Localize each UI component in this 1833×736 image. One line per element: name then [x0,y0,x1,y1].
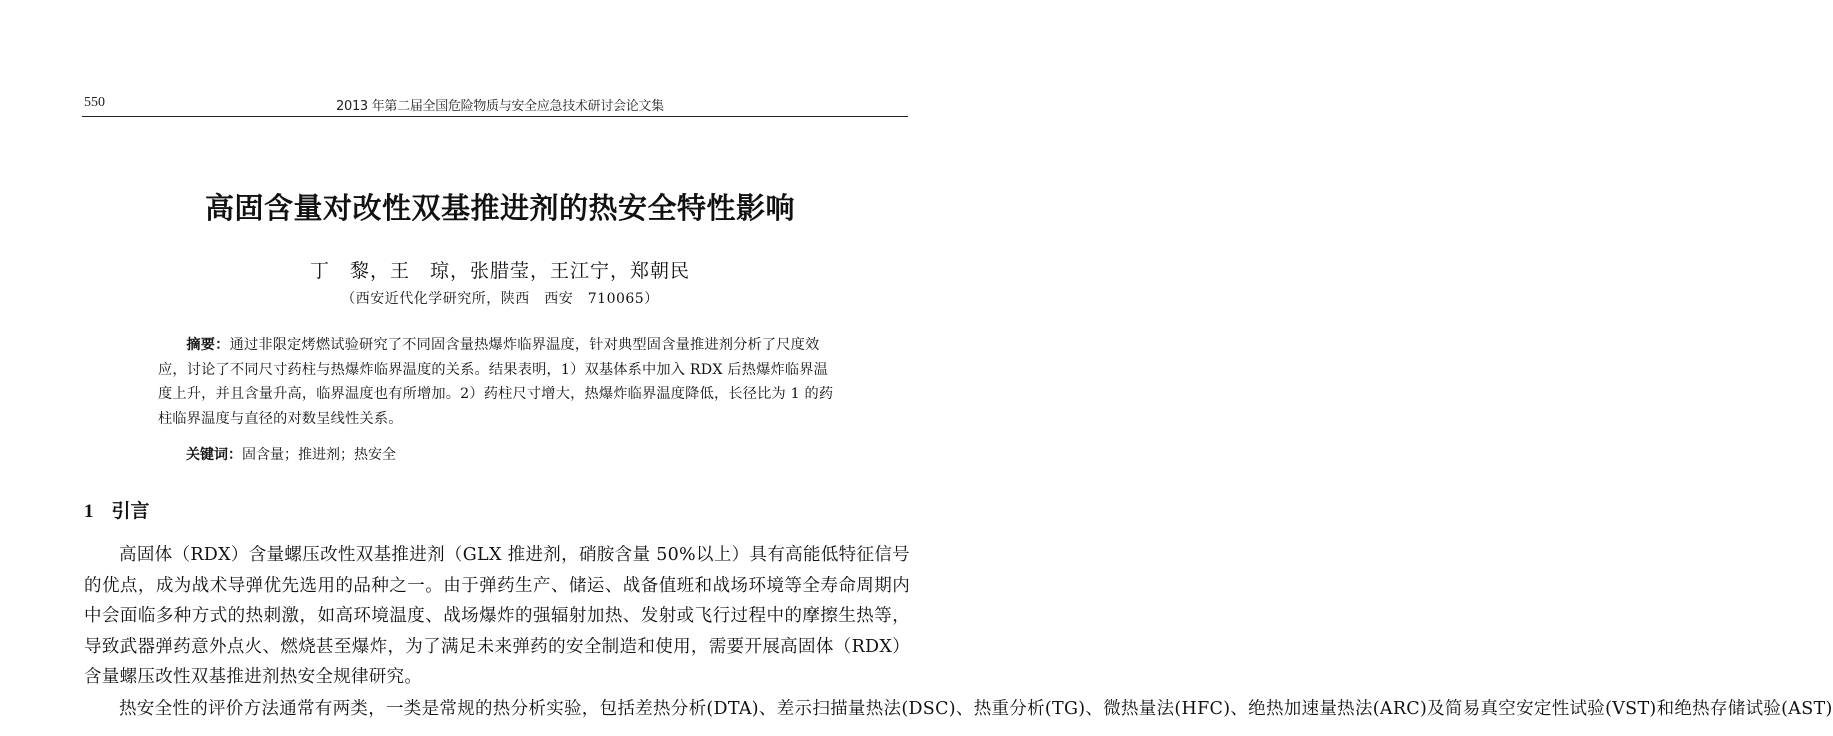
section-heading [84,496,150,523]
abstract-label: 摘要： [186,337,230,353]
intro-paragraph-1: 高固体（RDX）含量螺压改性双基推进剂（GLX 推进剂，硝胺含量 50%以上）具有高能低特征信号的优点，成为战术导弹优先选用的品种之一。由于弹药生产、储运、战备值班和战场环境等全寿命周期内中会面临多种方式的热刺激，如高环境温度、战场爆炸的强辐射加热、发射或飞行过程中的摩擦生热等，导致武器弹药意外点火、燃烧甚至爆炸，为了满足未来弹药的安全制造和使用，需要开展高固体（RDX）含量螺压改性双基推进剂热安全规律研究。 [84,545,910,687]
page-number: 550 [84,95,105,110]
keywords-label: 关键词： [186,447,242,463]
abstract-text: 通过非限定烤燃试验研究了不同固含量热爆炸临界温度，针对典型固含量推进剂分析了尺度效应，讨论了不同尺寸药柱与热爆炸临界温度的关系。结果表明，1）双基体系中加入 RDX 后热爆炸临界温度上升，并且含量升高，临界温度也有所增加。2）药柱尺寸增大，热爆炸临界温度降低，长径比为 1 的药柱临界温度与直径的对数呈线性关系。 [158,337,834,427]
keywords [186,444,396,464]
intro-paragraph-2: 热安全性的评价方法通常有两类，一类是常规的热分析实验，包括差热分析(DTA)、差示扫描量热法(DSC)、热重分析(TG)、微热量法(HFC)、绝热加速量热法(ARC)及简易真空安定性试验(VST)和绝热存储试验(AST) [119,699,1833,719]
affiliation: （西安近代化学研究所，陕西 西安 710065） [341,291,659,307]
header-divider [82,116,908,117]
keywords-text: 固含量；推进剂；热安全 [242,447,396,463]
section-title: 引言 [111,500,150,522]
abstract [158,333,838,431]
running-header: 2013 年第二届全国危险物质与安全应急技术研讨会论文集 [336,99,664,114]
paper-title: 高固含量对改性双基推进剂的热安全特性影响 [204,191,795,225]
author-list: 丁 黎，王 琼，张腊莹，王江宁，郑朝民 [309,260,690,282]
section-number: 1 [84,501,94,522]
